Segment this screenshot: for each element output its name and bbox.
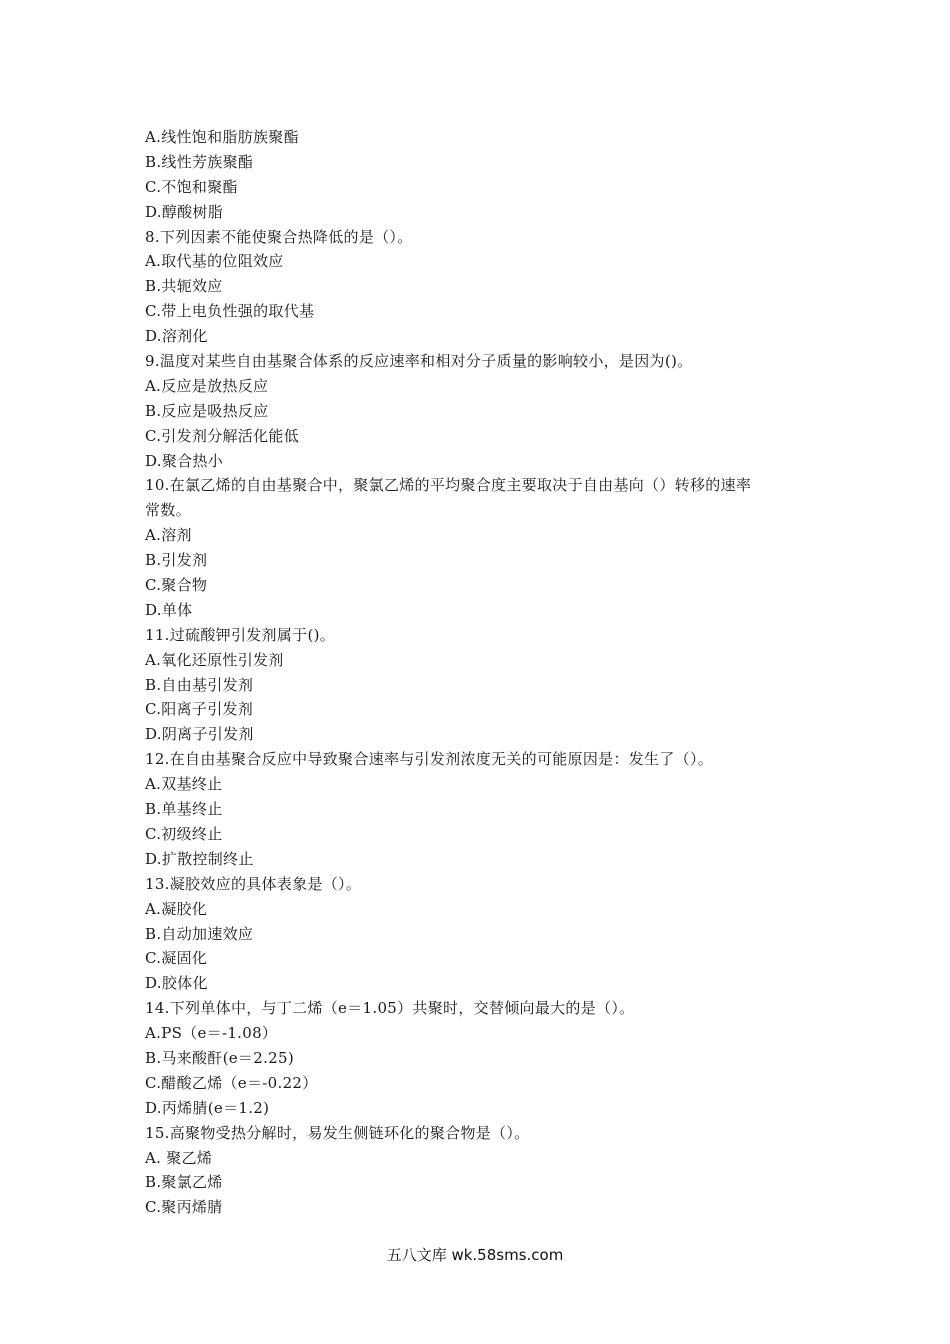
- option-line: B.共轭效应: [145, 277, 223, 296]
- option-line: C.不饱和聚酯: [145, 177, 238, 196]
- option-line: D.聚合热小: [145, 451, 224, 470]
- option-line: C.阳离子引发剂: [145, 700, 254, 719]
- question-11: 11.过硫酸钾引发剂属于()。: [145, 625, 336, 644]
- option-line: D.溶剂化: [145, 327, 208, 346]
- question-10-continued: 常数。: [145, 501, 191, 520]
- question-15: 15.高聚物受热分解时，易发生侧链环化的聚合物是（）。: [145, 1123, 530, 1142]
- option-line: D.扩散控制终止: [145, 849, 254, 868]
- option-line: C.凝固化: [145, 949, 208, 968]
- option-line: A.凝胶化: [145, 899, 208, 918]
- question-10: 10.在氯乙烯的自由基聚合中，聚氯乙烯的平均聚合度主要取决于自由基向（）转移的速率: [145, 476, 752, 495]
- option-line: A.氧化还原性引发剂: [145, 650, 284, 669]
- question-8: 8.下列因素不能使聚合热降低的是（）。: [145, 227, 413, 246]
- option-line: A.溶剂: [145, 526, 192, 545]
- question-12: 12.在自由基聚合反应中导致聚合速率与引发剂浓度无关的可能原因是：发生了（）。: [145, 750, 714, 769]
- option-line: D.丙烯腈(e＝1.2): [145, 1098, 270, 1117]
- option-line: B.马来酸酐(e＝2.25): [145, 1048, 294, 1067]
- option-line: A.PS（e＝-1.08）: [145, 1024, 278, 1043]
- question-13: 13.凝胶效应的具体表象是（）。: [145, 874, 362, 893]
- option-line: B.自由基引发剂: [145, 675, 254, 694]
- option-line: A.取代基的位阻效应: [145, 252, 284, 271]
- option-line: B.引发剂: [145, 551, 208, 570]
- option-line: D.醇酸树脂: [145, 202, 224, 221]
- option-line: B.聚氯乙烯: [145, 1173, 223, 1192]
- question-list: [145, 125, 825, 1220]
- option-line: B.线性芳族聚酯: [145, 152, 254, 171]
- question-14: 14.下列单体中，与丁二烯（e＝1.05）共聚时，交替倾向最大的是（）。: [145, 999, 635, 1018]
- option-line: C.醋酸乙烯（e＝-0.22）: [145, 1073, 318, 1092]
- option-line: B.自动加速效应: [145, 924, 254, 943]
- option-line: D.胶体化: [145, 974, 208, 993]
- option-line: A.双基终止: [145, 775, 223, 794]
- option-line: C.初级终止: [145, 824, 223, 843]
- question-9: 9.温度对某些自由基聚合体系的反应速率和相对分子质量的影响较小，是因为()。: [145, 352, 693, 371]
- option-line: D.单体: [145, 600, 193, 619]
- option-line: A.反应是放热反应: [145, 376, 269, 395]
- option-line: B.反应是吸热反应: [145, 401, 269, 420]
- option-line: A.线性饱和脂肪族聚酯: [145, 128, 299, 146]
- option-line: C.聚合物: [145, 576, 208, 595]
- page-footer-watermark: 五八文库 wk.58sms.com: [386, 1246, 564, 1264]
- option-line: C.带上电负性强的取代基: [145, 302, 315, 321]
- option-line: B.单基终止: [145, 800, 223, 819]
- option-line: C.引发剂分解活化能低: [145, 426, 300, 445]
- option-line: A. 聚乙烯: [145, 1148, 213, 1167]
- option-line: D.阴离子引发剂: [145, 725, 254, 744]
- option-line: C.聚丙烯腈: [145, 1198, 223, 1217]
